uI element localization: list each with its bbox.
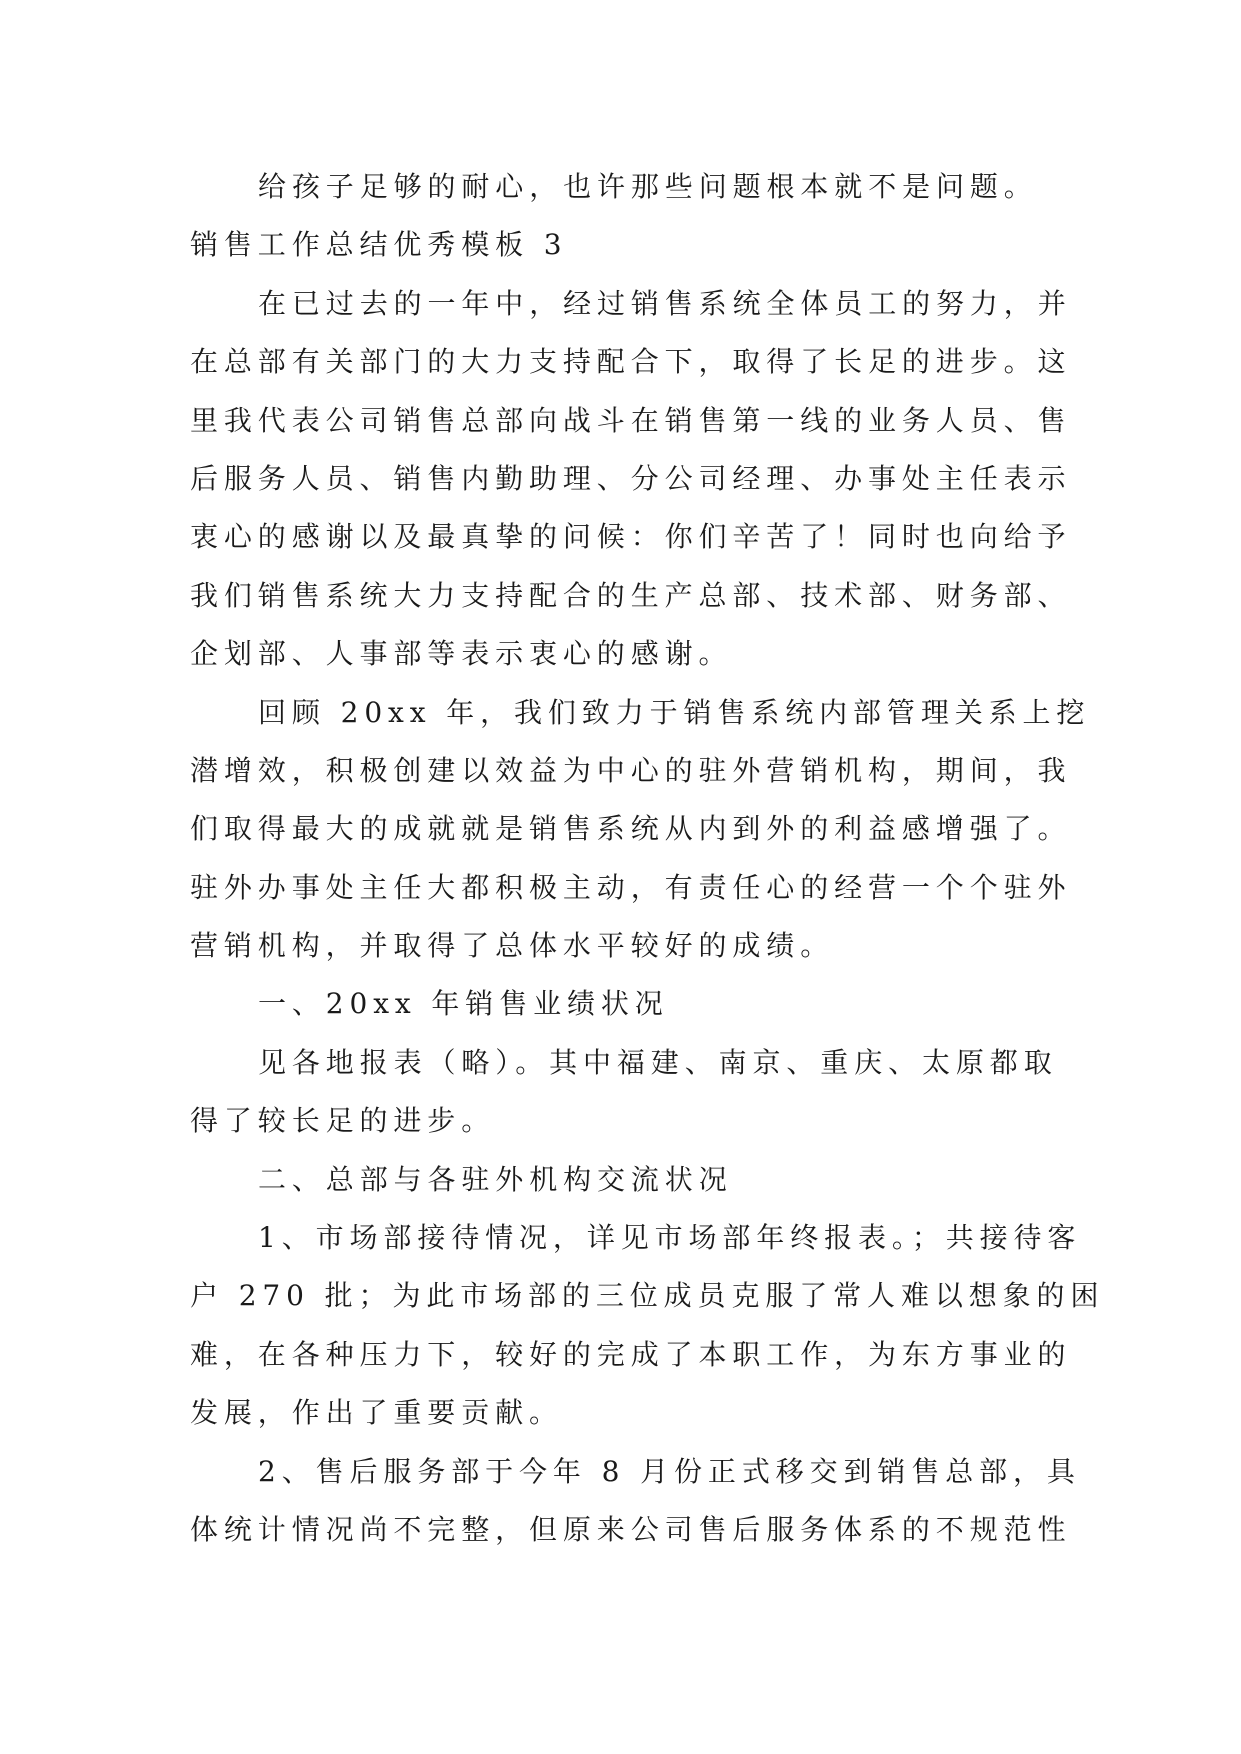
paragraph-line: 营销机构，并取得了总体水平较好的成绩。 bbox=[190, 929, 835, 963]
paragraph-line: 里我代表公司销售总部向战斗在销售第一线的业务人员、售 bbox=[190, 403, 1072, 437]
paragraph-line: 后服务人员、销售内勤助理、分公司经理、办事处主任表示 bbox=[190, 461, 1072, 495]
paragraph-line: 发展，作出了重要贡献。 bbox=[190, 1396, 563, 1430]
paragraph-line: 们取得最大的成就就是销售系统从内到外的利益感增强了。 bbox=[190, 812, 1072, 846]
paragraph-line: 在已过去的一年中，经过销售系统全体员工的努力，并 bbox=[258, 286, 1072, 320]
paragraph-line: 体统计情况尚不完整，但原来公司售后服务体系的不规范性 bbox=[190, 1512, 1072, 1546]
paragraph-line: 驻外办事处主任大都积极主动，有责任心的经营一个个驻外 bbox=[190, 870, 1072, 904]
paragraph-line: 企划部、人事部等表示衷心的感谢。 bbox=[190, 637, 733, 671]
paragraph-line: 得了较长足的进步。 bbox=[190, 1104, 496, 1138]
section-title: 销售工作总结优秀模板 3 bbox=[190, 228, 568, 262]
paragraph-line: 我们销售系统大力支持配合的生产总部、技术部、财务部、 bbox=[190, 578, 1072, 612]
paragraph-line: 见各地报表（略）。其中福建、南京、重庆、太原都取 bbox=[258, 1045, 1058, 1079]
paragraph-line: 回顾 20xx 年，我们致力于销售系统内部管理关系上挖 bbox=[258, 695, 1091, 729]
paragraph-line: 2、售后服务部于今年 8 月份正式移交到销售总部，具 bbox=[258, 1454, 1081, 1488]
paragraph-line: 衷心的感谢以及最真挚的问候：你们辛苦了！同时也向给予 bbox=[190, 520, 1072, 554]
subheading: 一、20xx 年销售业绩状况 bbox=[258, 987, 669, 1021]
paragraph-line: 潜增效，积极创建以效益为中心的驻外营销机构，期间，我 bbox=[190, 753, 1072, 787]
paragraph-line: 在总部有关部门的大力支持配合下，取得了长足的进步。这 bbox=[190, 345, 1072, 379]
paragraph-line: 难，在各种压力下，较好的完成了本职工作，为东方事业的 bbox=[190, 1337, 1072, 1371]
paragraph-line: 给孩子足够的耐心，也许那些问题根本就不是问题。 bbox=[258, 170, 1038, 203]
subheading: 二、总部与各驻外机构交流状况 bbox=[258, 1162, 733, 1196]
paragraph-line: 1、市场部接待情况，详见市场部年终报表。；共接待客 bbox=[258, 1221, 1082, 1255]
document-body bbox=[190, 158, 1105, 1559]
paragraph-line: 户 270 批；为此市场部的三位成员克服了常人难以想象的困 bbox=[190, 1279, 1105, 1313]
